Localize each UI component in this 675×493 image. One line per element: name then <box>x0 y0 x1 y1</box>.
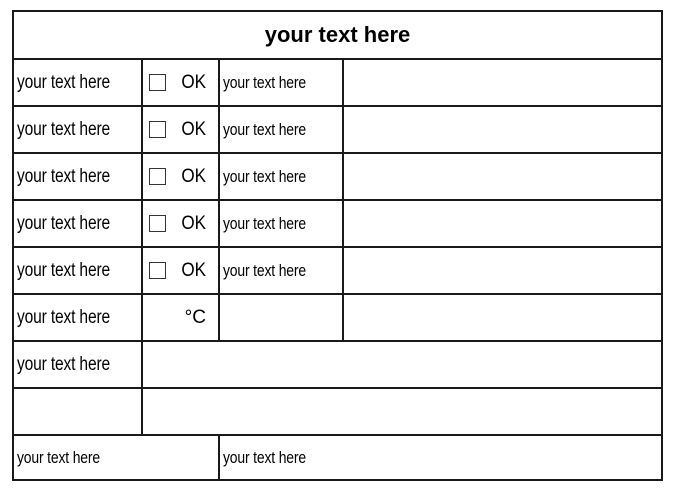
form-title-text: your text here <box>264 22 411 47</box>
wide-row-value-field[interactable] <box>143 342 661 389</box>
temperature-label: your text here <box>17 306 110 328</box>
row-5-check-cell[interactable] <box>143 248 220 295</box>
row-2-check-cell[interactable] <box>143 107 220 154</box>
row-3-value-field[interactable] <box>344 154 661 201</box>
footer-right-cell <box>220 436 661 479</box>
footer-left-cell <box>14 436 220 479</box>
row-1-checkbox[interactable] <box>149 74 166 91</box>
wide-row-label-cell <box>14 342 143 389</box>
row-4-value-field[interactable] <box>344 201 661 248</box>
footer-right-text: your text here <box>223 447 306 467</box>
row-3-checkbox[interactable] <box>149 168 166 185</box>
row-3-note: your text here <box>223 166 306 186</box>
wide-row-label: your text here <box>17 353 110 375</box>
row-4-check-label: OK <box>181 212 207 234</box>
row-2-note-cell <box>220 107 344 154</box>
row-3-note-cell <box>220 154 344 201</box>
blank-row-label-cell <box>14 389 143 436</box>
row-5-note: your text here <box>223 260 306 280</box>
temperature-label-cell <box>14 295 143 342</box>
row-2-label: your text here <box>17 118 110 140</box>
row-4-label: your text here <box>17 212 110 234</box>
row-3-check-cell[interactable] <box>143 154 220 201</box>
row-2-checkbox[interactable] <box>149 121 166 138</box>
row-1-note-cell <box>220 60 344 107</box>
row-4-note-cell <box>220 201 344 248</box>
row-1-check-label: OK <box>181 71 207 93</box>
row-2-label-cell <box>14 107 143 154</box>
form-title <box>14 12 661 60</box>
row-4-label-cell <box>14 201 143 248</box>
row-2-check-label: OK <box>181 118 207 140</box>
row-1-check-cell[interactable] <box>143 60 220 107</box>
row-4-checkbox[interactable] <box>149 215 166 232</box>
row-5-check-label: OK <box>181 259 207 281</box>
row-1-value-field[interactable] <box>344 60 661 107</box>
row-5-note-cell <box>220 248 344 295</box>
row-4-check-cell[interactable] <box>143 201 220 248</box>
row-1-note: your text here <box>223 72 306 92</box>
temperature-unit: °C <box>184 306 206 328</box>
blank-row-value-field[interactable] <box>143 389 661 436</box>
row-3-label: your text here <box>17 165 110 187</box>
row-3-label-cell <box>14 154 143 201</box>
temperature-value-field[interactable] <box>220 295 344 342</box>
form-table <box>12 10 663 481</box>
footer-left-text: your text here <box>17 447 100 467</box>
row-2-note: your text here <box>223 119 306 139</box>
row-2-value-field[interactable] <box>344 107 661 154</box>
row-1-label-cell <box>14 60 143 107</box>
row-5-checkbox[interactable] <box>149 262 166 279</box>
row-5-label: your text here <box>17 259 110 281</box>
row-1-label: your text here <box>17 71 110 93</box>
row-3-check-label: OK <box>181 165 207 187</box>
temperature-extra-field[interactable] <box>344 295 661 342</box>
temperature-unit-cell <box>143 295 220 342</box>
row-4-note: your text here <box>223 213 306 233</box>
row-5-value-field[interactable] <box>344 248 661 295</box>
row-5-label-cell <box>14 248 143 295</box>
